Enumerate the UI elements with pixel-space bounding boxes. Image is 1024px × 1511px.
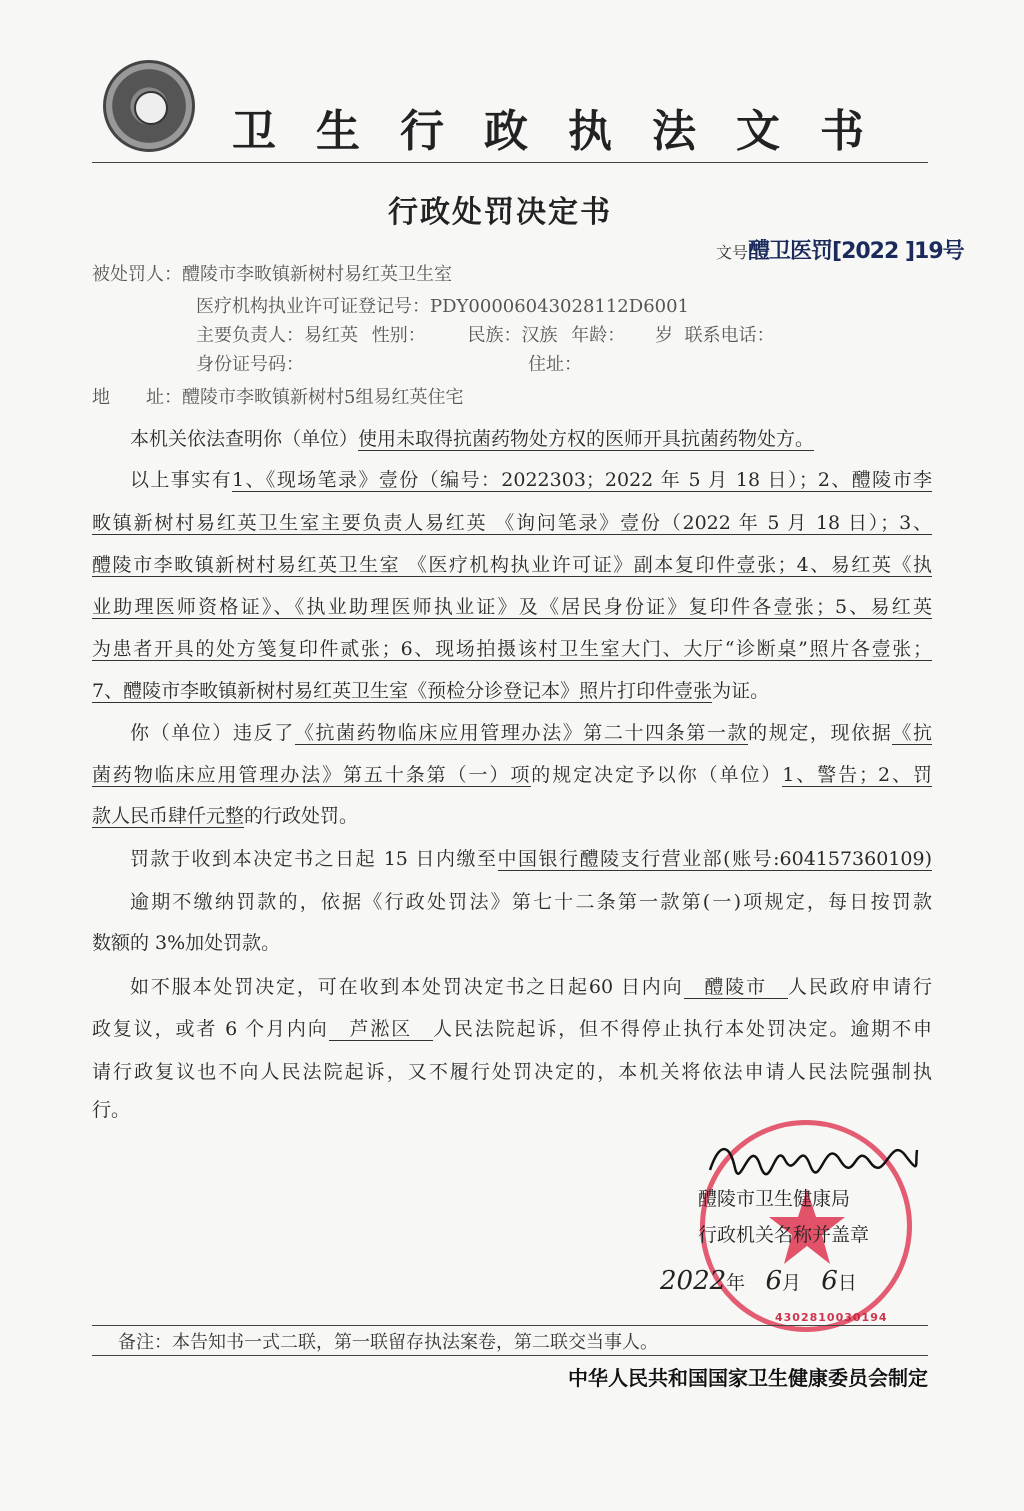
- principal-name: 易红英: [304, 325, 358, 346]
- template-text: 本机关依法查明你（单位）: [130, 428, 359, 450]
- template-text: 行。: [92, 1099, 131, 1121]
- filled-in-text: 中国银行醴陵支行营业部(账号:604157360109): [497, 848, 932, 870]
- filled-in-text: 《抗: [892, 722, 932, 744]
- footer-divider-top: [92, 1325, 928, 1326]
- age-label: 年龄：: [571, 325, 626, 346]
- residence-row: [528, 350, 582, 376]
- body-text-line: [92, 465, 932, 492]
- header-divider: [92, 162, 928, 163]
- body-text-line: [92, 718, 932, 745]
- date-month: 6: [765, 1266, 782, 1296]
- body-text-line: [92, 844, 932, 871]
- filled-in-text: 芦淞区: [328, 1018, 433, 1040]
- filled-in-text: 醴陵市: [683, 976, 788, 998]
- filled-in-text: 使用未取得抗菌药物处方权的医师开具抗菌药物处方。: [358, 428, 815, 450]
- label: 医疗机构执业许可证登记号：: [196, 296, 430, 317]
- body-text-line: [92, 760, 932, 787]
- filled-in-text: 1、警告；2、罚: [782, 764, 932, 786]
- document-number: [716, 234, 964, 265]
- doc-number-label: 文号: [716, 243, 749, 262]
- filled-in-text: 畋镇新树村易红英卫生室主要负责人易红英 《询问笔录》壹份（2022 年 5 月 18 日）；3、: [92, 512, 932, 534]
- body-text-line: [92, 676, 932, 703]
- template-text: 人民政府申请行: [787, 976, 932, 998]
- body-text-line: [92, 1095, 932, 1122]
- address-value: 醴陵市李畋镇新树村5组易红英住宅: [182, 387, 464, 408]
- template-text: 为证。: [712, 680, 770, 702]
- stamp-code: 4302810030194: [775, 1311, 888, 1324]
- body-text-line: [92, 928, 932, 955]
- document-title: 行政处罚决定书: [388, 195, 612, 230]
- date-year: 2022: [660, 1266, 727, 1296]
- id-label: 身份证号码：: [196, 354, 304, 375]
- principal-row: [196, 321, 775, 347]
- filled-in-text: 1、《现场笔录》壹份（编号：2022303；2022 年 5 月 18 日）；2、醴陵市李: [232, 469, 932, 491]
- footer-divider-bottom: [92, 1355, 928, 1356]
- filled-in-text: 7、醴陵市李畋镇新树村易红英卫生室《预检分诊登记本》照片打印件壹张: [92, 680, 713, 702]
- handwritten-signature: [705, 1130, 920, 1180]
- body-text-line: [92, 1057, 932, 1084]
- label: 主要负责人：: [196, 325, 304, 346]
- template-text: 的规定，现依据: [748, 722, 893, 744]
- body-text-line: [92, 592, 932, 619]
- body-text-line: [92, 508, 932, 535]
- template-text: 人民法院起诉，但不得停止执行本处罚决定。逾期不申: [432, 1018, 932, 1040]
- id-row: [196, 350, 304, 376]
- penalized-party-row: [92, 260, 452, 286]
- document-series-title: 卫生行政执法文书: [232, 106, 904, 157]
- body-text-line: [92, 972, 932, 999]
- month-unit: 月: [782, 1272, 802, 1294]
- footer-note: 备注：本告知书一式二联，第一联留存执法案卷，第二联交当事人。: [118, 1332, 658, 1353]
- filled-in-text: 款人民币肆仟元整: [92, 805, 245, 827]
- address-row: [92, 383, 463, 409]
- label: 地 址：: [92, 387, 182, 408]
- emblem-center: [134, 91, 168, 125]
- penalized-party: 醴陵市李畋镇新树村易红英卫生室: [182, 264, 452, 285]
- filled-in-text: 菌药物临床应用管理办法》第五十条第（一）项: [92, 764, 532, 786]
- body-text-line: [92, 550, 932, 577]
- template-text: 罚款于收到本决定书之日起 15 日内缴至: [130, 848, 498, 870]
- authority-name: 醴陵市卫生健康局: [698, 1188, 851, 1210]
- seal-caption: 行政机关名称并盖章: [698, 1224, 870, 1246]
- body-text-line: [92, 634, 932, 661]
- template-text: 的行政处罚。: [244, 805, 359, 827]
- template-text: 以上事实有: [130, 469, 233, 491]
- ethnicity-label: 民族：: [467, 325, 522, 346]
- gender-label: 性别：: [371, 325, 426, 346]
- residence-label: 住址：: [528, 354, 582, 375]
- body-text-line: [92, 801, 932, 828]
- filled-in-text: 为患者开具的处方笺复印件贰张；6、现场拍摄该村卫生室大门、大厅“诊断桌”照片各壹张；: [92, 638, 932, 660]
- license-row: [196, 292, 689, 318]
- date-day: 6: [821, 1266, 838, 1296]
- template-text: 你（单位）违反了: [130, 722, 295, 744]
- issuer-footer: 中华人民共和国国家卫生健康委员会制定: [568, 1366, 928, 1390]
- body-text-line: [92, 887, 932, 914]
- sign-date: [660, 1266, 857, 1296]
- template-text: 如不服本处罚决定，可在收到本处罚决定书之日起60 日内向: [130, 976, 684, 998]
- template-text: 逾期不缴纳罚款的，依据《行政处罚法》第七十二条第一款第(一)项规定，每日按罚款: [130, 891, 932, 913]
- filled-in-text: 《抗菌药物临床应用管理办法》第二十四条第一款: [294, 722, 749, 744]
- body-text-line: [92, 1014, 932, 1041]
- template-text: 数额的 3%加处罚款。: [92, 932, 281, 954]
- label: 被处罚人：: [92, 264, 182, 285]
- template-text: 请行政复议也不向人民法院起诉，又不履行处罚决定的，本机关将依法申请人民法院强制执: [92, 1061, 932, 1083]
- national-emblem-logo: [103, 60, 195, 152]
- filled-in-text: 业助理医师资格证》、《执业助理医师执业证》及《居民身份证》复印件各壹张；5、易红英: [92, 596, 932, 618]
- day-unit: 日: [837, 1272, 857, 1294]
- age-unit: 岁: [654, 325, 673, 346]
- filled-in-text: 醴陵市李畋镇新树村易红英卫生室 《医疗机构执业许可证》副本复印件壹张；4、易红英《执: [92, 554, 932, 576]
- ethnicity-value: 汉族: [521, 325, 558, 346]
- year-unit: 年: [726, 1272, 746, 1294]
- body-text-line: [92, 424, 932, 451]
- license-number: PDY00006043028112D6001: [430, 296, 689, 317]
- template-text: 政复议，或者 6 个月内向: [92, 1018, 329, 1040]
- phone-label: 联系电话：: [684, 325, 775, 346]
- template-text: 的规定决定予以你（单位）: [531, 764, 783, 786]
- doc-number-value: 醴卫医罚[2022 ]19号: [748, 239, 964, 264]
